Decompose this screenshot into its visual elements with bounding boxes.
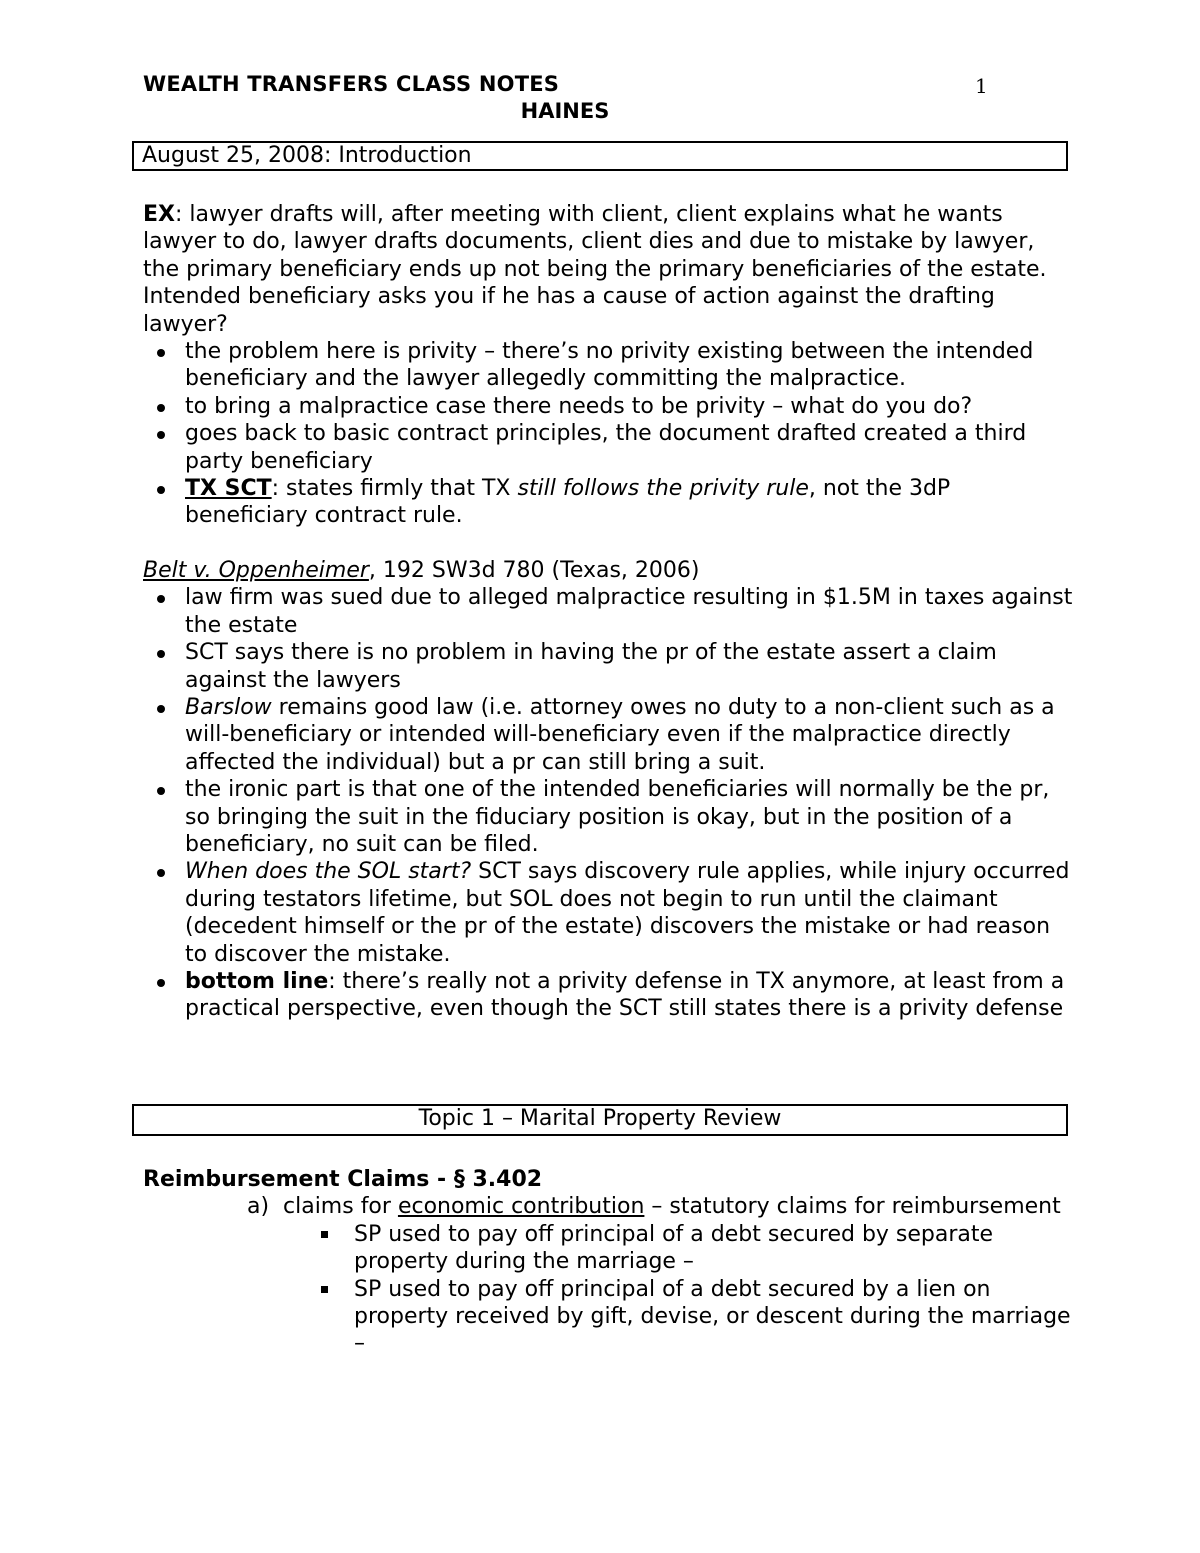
spacer (143, 530, 1073, 557)
list-item: goes back to basic contract principles, the document drafted created a third party beneficiary (143, 420, 1073, 475)
lecture-date-box: August 25, 2008: Introduction (132, 141, 1068, 171)
list-item: SP used to pay off principal of a debt secured by a lien on property received by gift, devise, or descent during the marriage – (319, 1276, 1073, 1358)
case-heading (143, 557, 1073, 584)
item-a-label: a) (247, 1194, 270, 1220)
item-a-underlined: economic contribution (397, 1194, 645, 1220)
intro-section (143, 201, 1073, 1023)
sol-text: SCT says discovery rule applies, while injury occurred during testators lifetime, but SOL does not begin to run until the claimant (decedent himself or the pr of the estate) discovers the mistake or had reason to discover the mistake. (185, 859, 1070, 967)
barslow-case-name: Barslow (185, 694, 272, 720)
list-item: the ironic part is that one of the intended beneficiaries will normally be the pr, so bringing the suit in the fiduciary position is okay, but in the position of a beneficiary, no suit can be filed. (143, 776, 1073, 858)
case-citation: , 192 SW3d 780 (Texas, 2006) (368, 557, 700, 583)
barslow-text: remains good law (i.e. attorney owes no duty to a non-client such as a will-beneficiary or intended will-beneficiary even if the malpractice directly affected the individual) but a pr can still bring a suit. (185, 694, 1055, 775)
list-item (143, 694, 1073, 776)
example-label: EX (143, 202, 175, 227)
list-item (143, 968, 1073, 1023)
case-bullet-list (143, 584, 1073, 1023)
example-text: : lawyer drafts will, after meeting with client, client explains what he wants lawyer to do, lawyer drafts documents, client dies and due to mistake by lawyer, the primary beneficiary ends up not being the primary beneficiaries of the estate. Intended beneficiary asks you if he has a cause of action against the drafting lawyer? (143, 202, 1047, 337)
page-number: 1 (975, 74, 988, 98)
bottom-line-label: bottom line (185, 968, 329, 994)
item-a-post: – statutory claims for reimbursement (644, 1194, 1061, 1220)
example-paragraph (143, 201, 1073, 338)
tx-sct-text: : states firmly that TX (271, 476, 518, 502)
tx-sct-label: TX SCT (185, 476, 272, 502)
topic-box: Topic 1 – Marital Property Review (132, 1104, 1068, 1136)
bottom-line-text: : there’s really not a privity defense in TX anymore, at least from a practical perspective, even though the SCT still states there is a privity defense (185, 968, 1065, 1022)
header-author: HAINES (520, 99, 610, 123)
list-item-a (143, 1193, 1073, 1220)
list-item (143, 858, 1073, 968)
item-a-pre: claims for (283, 1194, 398, 1220)
sub-bullet-list (143, 1221, 1073, 1358)
list-item: to bring a malpractice case there needs to be privity – what do you do? (143, 393, 1073, 420)
list-item: SCT says there is no problem in having the pr of the estate assert a claim against the lawyers (143, 639, 1073, 694)
example-bullet-list (143, 338, 1073, 530)
list-item: the problem here is privity – there’s no privity existing between the intended beneficiary and the lawyer allegedly committing the malpractice. (143, 338, 1073, 393)
tx-sct-post: , not the 3dP beneficiary contract rule. (185, 476, 951, 529)
list-item: SP used to pay off principal of a debt secured by separate property during the marriage – (319, 1221, 1073, 1276)
item-a-text (247, 1193, 1073, 1220)
header-title: WEALTH TRANSFERS CLASS NOTES (143, 72, 560, 96)
reimbursement-section (143, 1166, 1073, 1358)
list-item: law firm was sued due to alleged malpractice resulting in $1.5M in taxes against the estate (143, 584, 1073, 639)
tx-sct-italic: still follows the privity rule (517, 476, 809, 502)
sol-question: When does the SOL start? (185, 859, 472, 885)
list-item (143, 475, 1073, 530)
reimbursement-heading: Reimbursement Claims - § 3.402 (143, 1167, 543, 1192)
case-name: Belt v. Oppenheimer (143, 557, 369, 583)
